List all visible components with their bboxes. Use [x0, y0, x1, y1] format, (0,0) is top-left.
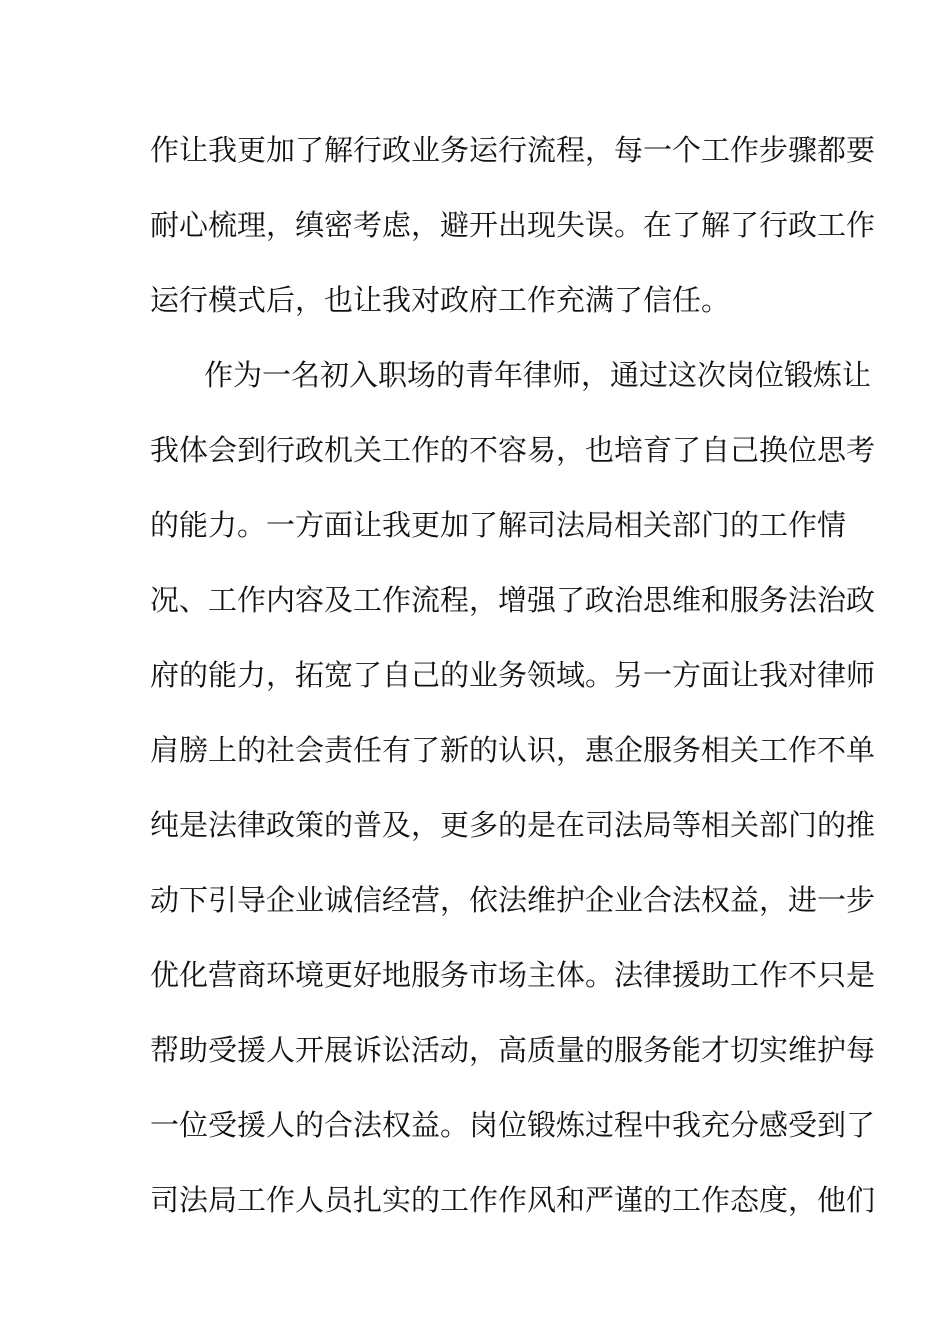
- text-line: 司法局工作人员扎实的工作作风和严谨的工作态度，他们: [150, 1183, 876, 1217]
- text-line: 运行模式后，也让我对政府工作充满了信任。: [150, 283, 731, 317]
- text-line: 的能力。一方面让我更加了解司法局相关部门的工作情: [150, 508, 847, 542]
- text-line: 耐心梳理，缜密考虑，避开出现失误。在了解了行政工作: [150, 208, 876, 242]
- text-line: 肩膀上的社会责任有了新的认识，惠企服务相关工作不单: [150, 733, 876, 767]
- text-line: 动下引导企业诚信经营，依法维护企业合法权益，进一步: [150, 883, 876, 917]
- text-line: 帮助受援人开展诉讼活动，高质量的服务能才切实维护每: [150, 1033, 876, 1067]
- text-line: 况、工作内容及工作流程，增强了政治思维和服务法治政: [150, 583, 876, 617]
- text-line: 府的能力，拓宽了自己的业务领域。另一方面让我对律师: [150, 658, 876, 692]
- text-line: 作让我更加了解行政业务运行流程，每一个工作步骤都要: [150, 133, 876, 167]
- paragraph-first-line: 作为一名初入职场的青年律师，通过这次岗位锻炼让: [204, 358, 872, 392]
- text-line: 优化营商环境更好地服务市场主体。法律援助工作不只是: [150, 958, 876, 992]
- text-line: 纯是法律政策的普及，更多的是在司法局等相关部门的推: [150, 808, 876, 842]
- text-line: 一位受援人的合法权益。岗位锻炼过程中我充分感受到了: [150, 1108, 876, 1142]
- text-line: 我体会到行政机关工作的不容易，也培育了自己换位思考: [150, 433, 876, 467]
